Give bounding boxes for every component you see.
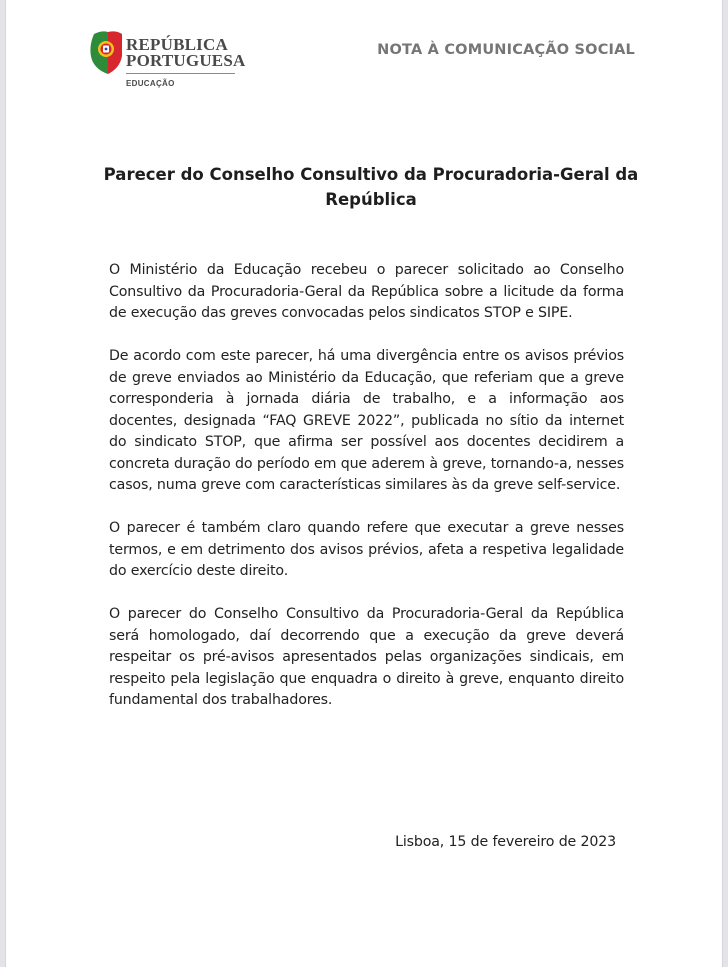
press-note-label: NOTA À COMUNICAÇÃO SOCIAL [377, 42, 635, 58]
logo-text-line1: REPÚBLICA [126, 35, 228, 54]
date-line: Lisboa, 15 de fevereiro de 2023 [395, 834, 616, 850]
body-paragraph: O parecer é também claro quando refere que executar a greve nesses termos, e em detrimento dos avisos prévios, afeta a respetiva legalidade do exercício deste direito. [109, 520, 624, 579]
logo-divider [126, 73, 235, 74]
body-paragraph: O Ministério da Educação recebeu o parecer solicitado ao Conselho Consultivo da Procuradoria-Geral da República sobre a licitude da forma de execução das greves convocadas pelos sindicatos STOP e SIPE. [109, 262, 624, 321]
body-paragraph: O parecer do Conselho Consultivo da Procuradoria-Geral da República será homologado, daí decorrendo que a execução da greve deverá respeitar os pré-avisos apresentados pelas organizações sindicais, em respeito pela legislação que enquadra o direito à greve, enquanto direito fundamental dos trabalhadores. [109, 606, 624, 708]
document-body [109, 260, 624, 733]
logo-department: EDUCAÇÃO [126, 79, 175, 88]
body-paragraph: De acordo com este parecer, há uma divergência entre os avisos prévios de greve enviados ao Ministério da Educação, que referiam que a greve corresponderia à jornada diária de trabalho, e a informação aos docentes, designada “FAQ GREVE 2022”, publicada no sítio da internet do sindicato STOP, que afirma ser possível aos docentes decidirem a concreta duração do período em que aderem à greve, tornando-a, nesses casos, numa greve com características similares às da greve self-service. [109, 348, 624, 493]
portuguese-flag-emblem-icon [88, 30, 122, 74]
document-page [5, 0, 723, 967]
document-title: Parecer do Conselho Consultivo da Procuradoria-Geral da República [103, 165, 639, 209]
logo-text-line2: PORTUGUESA [126, 51, 246, 70]
republica-portuguesa-logo [88, 30, 248, 92]
